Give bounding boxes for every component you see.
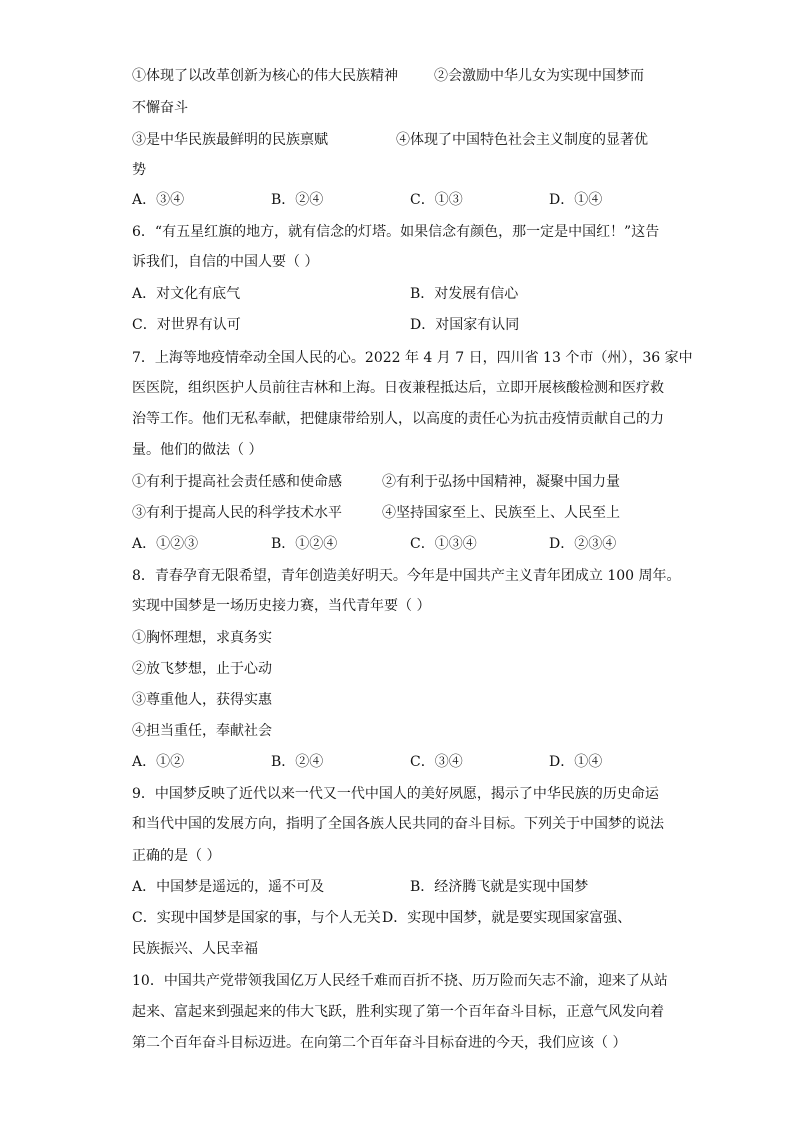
q7-stem-line-1: 7．上海等地疫情牵动全国人民的心。2022 年 4 月 7 日，四川省 13 个市（州），36 家中 xyxy=(132,350,693,366)
q7-statement-3: ③有利于提高人民的科学技术水平 xyxy=(132,505,342,521)
q5-option-a[interactable]: A．③④ xyxy=(132,192,185,208)
q8-statement-4: ④担当重任，奉献社会 xyxy=(132,723,272,739)
q9-stem-line-2: 和当代中国的发展方向，指明了全国各族人民共同的奋斗目标。下列关于中国梦的说法 xyxy=(132,816,664,832)
q9-option-b[interactable]: B．经济腾飞就是实现中国梦 xyxy=(410,879,589,895)
q10-stem-line-2: 起来、富起来到强起来的伟大飞跃，胜利实现了第一个百年奋斗目标，正意气风发向着 xyxy=(132,1004,664,1020)
q7-option-b[interactable]: B．①②④ xyxy=(271,536,338,552)
q8-statement-1: ①胸怀理想，求真务实 xyxy=(132,630,272,646)
q5-statement-1: ①体现了以改革创新为核心的伟大民族精神 xyxy=(132,68,398,84)
q9-option-d-cont: 民族振兴、人民幸福 xyxy=(132,941,258,957)
q9-option-a[interactable]: A．中国梦是遥远的，遥不可及 xyxy=(132,879,325,895)
q8-statement-2: ②放飞梦想，止于心动 xyxy=(132,661,272,677)
q5-statement-4: ④体现了中国特色社会主义制度的显著优 xyxy=(396,132,648,148)
q5-statement-3: ③是中华民族最鲜明的民族禀赋 xyxy=(132,132,328,148)
q9-option-d[interactable]: D．实现中国梦，就是要实现国家富强、 xyxy=(382,910,632,926)
q7-statement-1: ①有利于提高社会责任感和使命感 xyxy=(132,474,342,490)
q7-option-d[interactable]: D．②③④ xyxy=(549,536,617,552)
q8-option-b[interactable]: B．②④ xyxy=(271,754,324,770)
q8-option-a[interactable]: A．①② xyxy=(132,754,185,770)
q5-statement-2-cont: 不懈奋斗 xyxy=(132,100,188,116)
q9-option-c[interactable]: C．实现中国梦是国家的事，与个人无关 xyxy=(132,910,381,926)
q7-stem-line-3: 治等工作。他们无私奉献，把健康带给别人，以高度的责任心为抗击疫情贡献自己的力 xyxy=(132,411,664,427)
q7-stem-line-2: 医医院，组织医护人员前往吉林和上海。日夜兼程抵达后，立即开展核酸检测和医疗救 xyxy=(132,380,664,396)
q6-option-b[interactable]: B．对发展有信心 xyxy=(410,286,519,302)
q7-option-a[interactable]: A．①②③ xyxy=(132,536,199,552)
q8-stem-line-2: 实现中国梦是一场历史接力赛，当代青年要（ ） xyxy=(132,598,431,614)
q8-options xyxy=(132,752,672,772)
q5-option-c[interactable]: C．①③ xyxy=(410,192,463,208)
q6-option-c[interactable]: C．对世界有认可 xyxy=(132,317,241,333)
q6-stem-line-2: 诉我们，自信的中国人要（ ） xyxy=(132,254,319,270)
q5-statement-2: ②会激励中华儿女为实现中国梦而 xyxy=(434,68,644,84)
q7-statement-2: ②有利于弘扬中国精神，凝聚中国力量 xyxy=(382,474,620,490)
q7-statement-4: ④坚持国家至上、民族至上、人民至上 xyxy=(382,505,620,521)
q9-stem-line-1: 9．中国梦反映了近代以来一代又一代中国人的美好夙愿，揭示了中华民族的历史命运 xyxy=(132,786,659,802)
q10-stem-line-3: 第二个百年奋斗目标迈进。在向第二个百年奋斗目标奋进的今天，我们应该（ ） xyxy=(132,1035,627,1051)
q8-option-d[interactable]: D．①④ xyxy=(549,754,603,770)
q8-statement-3: ③尊重他人，获得实惠 xyxy=(132,692,272,708)
q6-stem-line-1: 6．“有五星红旗的地方，就有信念的灯塔。如果信念有颜色，那一定是中国红！”这告 xyxy=(132,224,660,240)
q6-option-a[interactable]: A．对文化有底气 xyxy=(132,286,241,302)
q9-stem-line-3: 正确的是（ ） xyxy=(132,848,221,864)
q8-option-c[interactable]: C．③④ xyxy=(410,754,463,770)
q10-stem-line-1: 10．中国共产党带领我国亿万人民经千难而百折不挠、历万险而矢志不渝，迎来了从站 xyxy=(132,973,668,989)
q6-option-d[interactable]: D．对国家有认同 xyxy=(410,317,520,333)
q5-options xyxy=(132,190,672,210)
q7-option-c[interactable]: C．①③④ xyxy=(410,536,477,552)
q5-option-b[interactable]: B．②④ xyxy=(271,192,324,208)
q8-stem-line-1: 8．青春孕育无限希望，青年创造美好明天。今年是中国共产主义青年团成立 100 周年。 xyxy=(132,568,681,584)
q5-option-d[interactable]: D．①④ xyxy=(549,192,603,208)
q7-options xyxy=(132,534,672,554)
q7-stem-line-4: 量。他们的做法（ ） xyxy=(132,442,263,458)
q5-statement-4-cont: 势 xyxy=(132,162,146,178)
